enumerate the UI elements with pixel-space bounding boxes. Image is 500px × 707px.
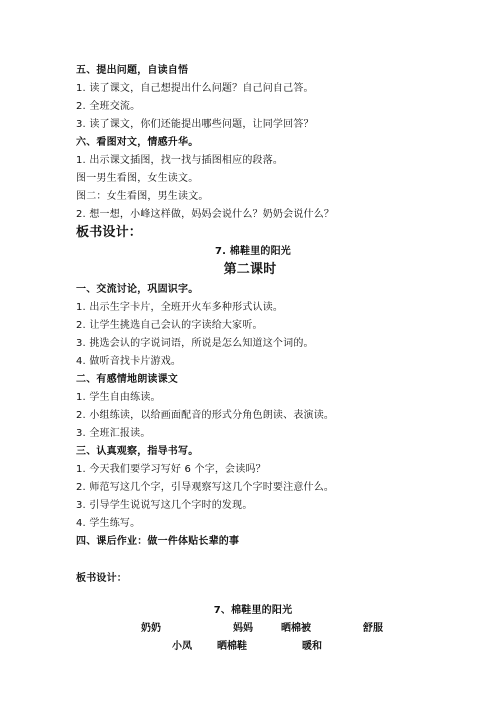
- board-word: 奶奶: [141, 623, 161, 634]
- board-word: 小凤: [172, 641, 192, 652]
- board-word: 暖和: [302, 641, 322, 652]
- text-line: 3. 全班汇报读。: [76, 428, 151, 439]
- heading-section-2: 二、有感情地朗读课文: [76, 374, 178, 385]
- text-line: 1. 出示生字卡片，全班开火车多种形式认读。: [76, 302, 284, 313]
- text-line: 2. 想一想，小峰这样做，妈妈会说什么？奶奶会说什么？: [76, 209, 335, 220]
- text-line: 2. 小组练读，以给画面配音的形式分角色朗读、表演读。: [76, 410, 335, 421]
- board-word: 晒棉被: [281, 623, 311, 634]
- board-word: 妈妈: [233, 623, 253, 634]
- text-line: 4. 学生练写。: [76, 518, 141, 529]
- heading-section-6: 六、看图对文，情感升华。: [76, 137, 199, 148]
- text-line: 2. 师范写这几个字，引导观察写这几个字时要注意什么。: [76, 482, 335, 493]
- text-line: 2. 全班交流。: [76, 101, 141, 112]
- heading-second-lesson: 第二课时: [223, 262, 277, 277]
- text-line: 1. 读了课文，自己想提出什么问题？自己问自己答。: [76, 83, 314, 94]
- text-line: 3. 引导学生说说写这几个字时的发现。: [76, 500, 253, 511]
- heading-section-5: 五、提出问题，自读自悟: [76, 65, 189, 76]
- text-line: 4. 做听音找卡片游戏。: [76, 356, 182, 367]
- text-line: 3. 挑选会认的字说词语，所说是怎么知道这个词的。: [76, 338, 314, 349]
- text-line: 图二：女生看图，男生读文。: [76, 191, 209, 202]
- board-title-2: 7、棉鞋里的阳光: [213, 605, 293, 616]
- heading-board-design: 板书设计：: [76, 225, 143, 240]
- board-word: 舒服: [363, 623, 383, 634]
- heading-section-4: 四、课后作业：做一件体贴长辈的事: [76, 536, 240, 547]
- heading-section-3: 三、认真观察，指导书写。: [76, 446, 199, 457]
- text-line: 2. 让学生挑选自己会认的字读给大家听。: [76, 320, 263, 331]
- text-line: 1. 学生自由练读。: [76, 392, 161, 403]
- text-line: 3. 读了课文，你们还能提出哪些问题，让同学回答？: [76, 119, 314, 130]
- board-title: 7. 棉鞋里的阳光: [214, 246, 292, 257]
- heading-section-1: 一、交流讨论，巩固识字。: [76, 284, 199, 295]
- text-line: 1. 出示课文插图，找一找与插图相应的段落。: [76, 155, 284, 166]
- heading-board-design-2: 板书设计：: [76, 573, 127, 584]
- text-line: 图一男生看图，女生读文。: [76, 173, 199, 184]
- board-word: 晒棉鞋: [217, 641, 247, 652]
- text-line: 1. 今天我们要学习写好 6 个字，会读吗？: [76, 464, 266, 475]
